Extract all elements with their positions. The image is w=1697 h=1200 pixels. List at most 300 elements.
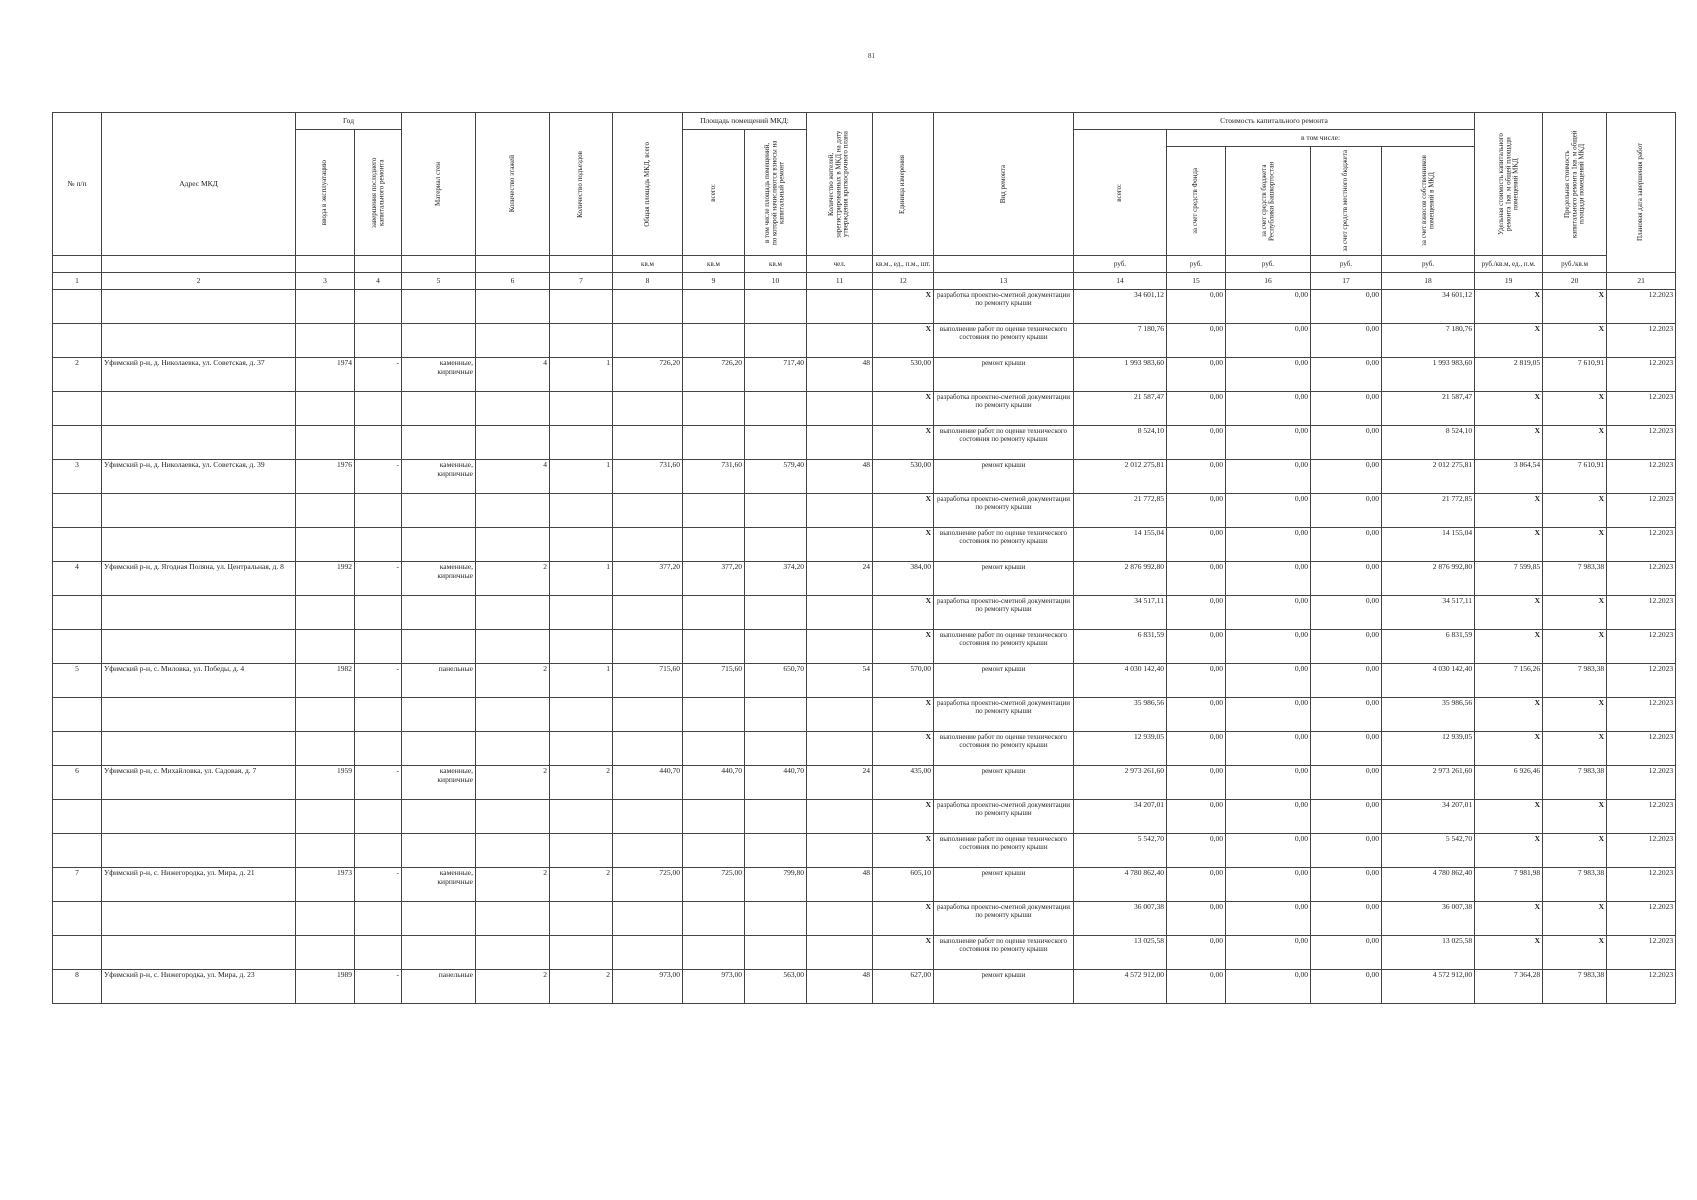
cell-floors: 4	[476, 460, 550, 494]
cell-year2: -	[355, 358, 402, 392]
cell-owners: 36 007,38	[1382, 902, 1475, 936]
cell-unit: X	[873, 392, 934, 426]
cell-spec: X	[1475, 732, 1543, 766]
cell-date: 12.2023	[1607, 970, 1676, 1004]
cell-fund: 0,00	[1167, 324, 1226, 358]
cell-rb: 0,00	[1226, 902, 1311, 936]
cell-entrances	[550, 324, 613, 358]
cell-total: 4 030 142,40	[1074, 664, 1167, 698]
cell-local: 0,00	[1311, 494, 1382, 528]
cell-max: X	[1543, 596, 1607, 630]
cell-num	[53, 426, 102, 460]
cell-work: разработка проектно-сметной документации по ремонту крыши	[934, 596, 1074, 630]
page-number: 81	[868, 52, 875, 60]
cell-owners: 35 986,56	[1382, 698, 1475, 732]
header-premises-residents: в том числе площадь помещений, по которой начисляются взносы на капитальный ремонт	[745, 130, 807, 256]
cell-spec: X	[1475, 528, 1543, 562]
cell-material	[402, 902, 476, 936]
column-number: 18	[1382, 273, 1475, 290]
cell-area	[613, 698, 683, 732]
cell-owners: 34 517,11	[1382, 596, 1475, 630]
column-number: 3	[296, 273, 355, 290]
cell-owners: 7 180,76	[1382, 324, 1475, 358]
cell-owners: 2 876 992,80	[1382, 562, 1475, 596]
cell-max: 7 983,38	[1543, 868, 1607, 902]
cell-fund: 0,00	[1167, 562, 1226, 596]
cell-total: 13 025,58	[1074, 936, 1167, 970]
header-total-area: Общая площадь МКД, всего	[613, 113, 683, 256]
table-row	[53, 902, 1676, 936]
unit-cell: руб.	[1226, 256, 1311, 273]
cell-area10: 799,80	[745, 868, 807, 902]
unit-cell: руб./кв.м, ед., п.м.	[1475, 256, 1543, 273]
cell-date: 12.2023	[1607, 766, 1676, 800]
cell-max: X	[1543, 698, 1607, 732]
cell-owners: 6 831,59	[1382, 630, 1475, 664]
cell-year1	[296, 324, 355, 358]
cell-area	[613, 732, 683, 766]
cell-residents	[807, 902, 873, 936]
cell-year2	[355, 528, 402, 562]
cell-date: 12.2023	[1607, 494, 1676, 528]
cell-material	[402, 426, 476, 460]
column-number: 10	[745, 273, 807, 290]
cell-area10: 650,70	[745, 664, 807, 698]
cell-entrances	[550, 936, 613, 970]
cell-unit: X	[873, 902, 934, 936]
cell-max: X	[1543, 732, 1607, 766]
cell-date: 12.2023	[1607, 324, 1676, 358]
column-number: 9	[683, 273, 745, 290]
cell-year1: 1959	[296, 766, 355, 800]
cell-local: 0,00	[1311, 392, 1382, 426]
cell-max: X	[1543, 290, 1607, 324]
cell-area9: 440,70	[683, 766, 745, 800]
cell-area: 440,70	[613, 766, 683, 800]
table-row	[53, 596, 1676, 630]
cell-max: X	[1543, 800, 1607, 834]
cell-address: Уфимский р-н, с. Нижегородка, ул. Мира, д. 21	[102, 868, 296, 902]
cell-local: 0,00	[1311, 290, 1382, 324]
cell-total: 12 939,05	[1074, 732, 1167, 766]
cell-date: 12.2023	[1607, 868, 1676, 902]
cell-material	[402, 800, 476, 834]
cell-area	[613, 528, 683, 562]
cell-spec: X	[1475, 800, 1543, 834]
cell-year1: 1976	[296, 460, 355, 494]
cell-rb: 0,00	[1226, 596, 1311, 630]
cell-max: X	[1543, 902, 1607, 936]
cell-material: каменные, кирпичные	[402, 766, 476, 800]
unit-cell: руб.	[1311, 256, 1382, 273]
cell-work: ремонт крыши	[934, 970, 1074, 1004]
header-cost-total: всего:	[1074, 130, 1167, 256]
cell-rb: 0,00	[1226, 426, 1311, 460]
cell-fund: 0,00	[1167, 800, 1226, 834]
cell-residents	[807, 392, 873, 426]
cell-area10	[745, 902, 807, 936]
cell-area: 715,60	[613, 664, 683, 698]
cell-owners: 2 973 261,60	[1382, 766, 1475, 800]
table-row	[53, 936, 1676, 970]
cell-unit: 435,00	[873, 766, 934, 800]
cell-floors	[476, 698, 550, 732]
cell-material	[402, 392, 476, 426]
cell-area9	[683, 426, 745, 460]
cell-rb: 0,00	[1226, 562, 1311, 596]
cell-spec: X	[1475, 494, 1543, 528]
header-year-group: Год	[296, 113, 402, 130]
cell-address	[102, 426, 296, 460]
cell-fund: 0,00	[1167, 698, 1226, 732]
cell-total: 36 007,38	[1074, 902, 1167, 936]
cell-year2: -	[355, 970, 402, 1004]
header-planned-date: Плановая дата завершения работ	[1607, 113, 1676, 273]
cell-total: 34 601,12	[1074, 290, 1167, 324]
cell-unit: X	[873, 596, 934, 630]
cell-unit: X	[873, 630, 934, 664]
cell-unit: X	[873, 698, 934, 732]
cell-entrances	[550, 392, 613, 426]
cell-spec: X	[1475, 392, 1543, 426]
table-row	[53, 562, 1676, 596]
header-entrances: Количество подъездов	[550, 113, 613, 256]
cell-residents: 48	[807, 868, 873, 902]
cell-rb: 0,00	[1226, 936, 1311, 970]
cell-area9: 377,20	[683, 562, 745, 596]
cell-total: 34 517,11	[1074, 596, 1167, 630]
cell-total: 5 542,70	[1074, 834, 1167, 868]
cell-unit: 570,00	[873, 664, 934, 698]
cell-local: 0,00	[1311, 936, 1382, 970]
cell-total: 2 012 275,81	[1074, 460, 1167, 494]
cell-num	[53, 698, 102, 732]
cell-date: 12.2023	[1607, 936, 1676, 970]
cell-unit: X	[873, 494, 934, 528]
cell-max: X	[1543, 324, 1607, 358]
cell-max: 7 983,38	[1543, 664, 1607, 698]
cell-entrances	[550, 596, 613, 630]
table-row	[53, 970, 1676, 1004]
cell-year1	[296, 596, 355, 630]
cell-num: 8	[53, 970, 102, 1004]
cell-area9	[683, 630, 745, 664]
cell-spec: 3 864,54	[1475, 460, 1543, 494]
cell-floors: 2	[476, 562, 550, 596]
cell-owners: 1 993 983,60	[1382, 358, 1475, 392]
cell-rb: 0,00	[1226, 664, 1311, 698]
cell-area	[613, 902, 683, 936]
cell-rb: 0,00	[1226, 528, 1311, 562]
header-premises-area-group: Площадь помещений МКД:	[683, 113, 807, 130]
cell-total: 21 772,85	[1074, 494, 1167, 528]
column-number: 4	[355, 273, 402, 290]
cell-num	[53, 324, 102, 358]
cell-rb: 0,00	[1226, 732, 1311, 766]
cell-local: 0,00	[1311, 664, 1382, 698]
cell-year2: -	[355, 562, 402, 596]
cell-residents	[807, 834, 873, 868]
cell-rb: 0,00	[1226, 698, 1311, 732]
cell-area9: 725,00	[683, 868, 745, 902]
cell-residents	[807, 528, 873, 562]
cell-work: ремонт крыши	[934, 460, 1074, 494]
cell-date: 12.2023	[1607, 834, 1676, 868]
column-number-row	[53, 273, 1676, 290]
cell-floors	[476, 732, 550, 766]
cell-area	[613, 596, 683, 630]
cell-year2	[355, 630, 402, 664]
cell-work: выполнение работ по оценке технического состояния по ремонту крыши	[934, 528, 1074, 562]
cell-rb: 0,00	[1226, 868, 1311, 902]
cell-spec: 7 364,28	[1475, 970, 1543, 1004]
cell-work: ремонт крыши	[934, 766, 1074, 800]
unit-cell: кв.м	[613, 256, 683, 273]
cell-area10	[745, 290, 807, 324]
cell-local: 0,00	[1311, 528, 1382, 562]
table-row	[53, 664, 1676, 698]
table-row	[53, 494, 1676, 528]
column-number: 13	[934, 273, 1074, 290]
cell-num	[53, 800, 102, 834]
column-number: 15	[1167, 273, 1226, 290]
cell-entrances	[550, 698, 613, 732]
cell-area	[613, 392, 683, 426]
cell-address	[102, 834, 296, 868]
cell-floors	[476, 936, 550, 970]
cell-fund: 0,00	[1167, 766, 1226, 800]
cell-year1	[296, 936, 355, 970]
cell-spec: X	[1475, 290, 1543, 324]
cell-entrances: 2	[550, 970, 613, 1004]
cell-owners: 12 939,05	[1382, 732, 1475, 766]
cell-entrances	[550, 732, 613, 766]
cell-date: 12.2023	[1607, 392, 1676, 426]
cell-total: 14 155,04	[1074, 528, 1167, 562]
header-cost-fund: за счет средств Фонда	[1167, 147, 1226, 256]
column-number: 7	[550, 273, 613, 290]
cell-material: панельные	[402, 970, 476, 1004]
header-wall-material: Материал стен	[402, 113, 476, 256]
cell-floors: 4	[476, 358, 550, 392]
cell-area10	[745, 834, 807, 868]
cell-address: Уфимский р-н, с. Михайловка, ул. Садовая, д. 7	[102, 766, 296, 800]
cell-year1: 1989	[296, 970, 355, 1004]
table-body	[53, 290, 1676, 1004]
cell-entrances	[550, 426, 613, 460]
cell-max: 7 610,91	[1543, 460, 1607, 494]
cell-entrances	[550, 494, 613, 528]
cell-entrances	[550, 630, 613, 664]
cell-material: каменные, кирпичные	[402, 868, 476, 902]
cell-date: 12.2023	[1607, 902, 1676, 936]
cell-year2	[355, 392, 402, 426]
cell-year1: 1982	[296, 664, 355, 698]
cell-material: каменные, кирпичные	[402, 358, 476, 392]
cell-num	[53, 392, 102, 426]
column-number: 17	[1311, 273, 1382, 290]
cell-residents: 48	[807, 970, 873, 1004]
column-number: 21	[1607, 273, 1676, 290]
cell-max: 7 983,38	[1543, 766, 1607, 800]
unit-cell: руб.	[1382, 256, 1475, 273]
unit-cell: чел.	[807, 256, 873, 273]
cell-total: 34 207,01	[1074, 800, 1167, 834]
cell-entrances: 1	[550, 562, 613, 596]
cell-work: выполнение работ по оценке технического состояния по ремонту крыши	[934, 324, 1074, 358]
cell-unit: 384,00	[873, 562, 934, 596]
cell-total: 4 780 862,40	[1074, 868, 1167, 902]
cell-year2	[355, 936, 402, 970]
cell-area10	[745, 630, 807, 664]
cell-material	[402, 936, 476, 970]
header-cost-local: за счет средств местного бюджета	[1311, 147, 1382, 256]
cell-max: X	[1543, 494, 1607, 528]
cell-spec: 2 819,05	[1475, 358, 1543, 392]
cell-material	[402, 732, 476, 766]
cell-total: 1 993 983,60	[1074, 358, 1167, 392]
cell-max: X	[1543, 630, 1607, 664]
cell-entrances: 1	[550, 358, 613, 392]
unit-cell: кв.м	[683, 256, 745, 273]
cell-date: 12.2023	[1607, 800, 1676, 834]
cell-unit: X	[873, 936, 934, 970]
cell-residents	[807, 596, 873, 630]
cell-unit: X	[873, 324, 934, 358]
table-row	[53, 766, 1676, 800]
cell-floors	[476, 834, 550, 868]
cell-area	[613, 426, 683, 460]
cell-num	[53, 290, 102, 324]
cell-entrances	[550, 902, 613, 936]
cell-max: 7 983,38	[1543, 562, 1607, 596]
cell-residents: 48	[807, 460, 873, 494]
cell-floors: 2	[476, 868, 550, 902]
cell-floors: 2	[476, 766, 550, 800]
cell-residents	[807, 290, 873, 324]
cell-total: 6 831,59	[1074, 630, 1167, 664]
cell-rb: 0,00	[1226, 460, 1311, 494]
column-number: 2	[102, 273, 296, 290]
cell-entrances: 1	[550, 460, 613, 494]
cell-local: 0,00	[1311, 630, 1382, 664]
cell-num: 3	[53, 460, 102, 494]
cell-address	[102, 290, 296, 324]
cell-address	[102, 800, 296, 834]
cell-residents: 24	[807, 562, 873, 596]
cell-material	[402, 494, 476, 528]
cell-address	[102, 392, 296, 426]
cell-local: 0,00	[1311, 970, 1382, 1004]
unit-cell: руб.	[1167, 256, 1226, 273]
cell-entrances	[550, 528, 613, 562]
cell-year1	[296, 630, 355, 664]
cell-date: 12.2023	[1607, 528, 1676, 562]
cell-area	[613, 324, 683, 358]
cell-num: 2	[53, 358, 102, 392]
cell-total: 2 876 992,80	[1074, 562, 1167, 596]
cell-local: 0,00	[1311, 902, 1382, 936]
cell-address	[102, 936, 296, 970]
cell-local: 0,00	[1311, 324, 1382, 358]
cell-rb: 0,00	[1226, 766, 1311, 800]
cell-fund: 0,00	[1167, 290, 1226, 324]
cell-year2: -	[355, 766, 402, 800]
header-cost-owners: за счет взносов собственников помещений в МКД	[1382, 147, 1475, 256]
cell-unit: X	[873, 834, 934, 868]
cell-local: 0,00	[1311, 358, 1382, 392]
cell-unit: X	[873, 528, 934, 562]
cell-area9	[683, 494, 745, 528]
table-row	[53, 324, 1676, 358]
cell-material	[402, 834, 476, 868]
header-premises-total: всего:	[683, 130, 745, 256]
cell-area9: 731,60	[683, 460, 745, 494]
cell-area10: 717,40	[745, 358, 807, 392]
cell-address	[102, 732, 296, 766]
cell-work: ремонт крыши	[934, 868, 1074, 902]
cell-material	[402, 324, 476, 358]
cell-rb: 0,00	[1226, 970, 1311, 1004]
cell-year1	[296, 494, 355, 528]
cell-area10	[745, 426, 807, 460]
cell-date: 12.2023	[1607, 426, 1676, 460]
cell-floors	[476, 324, 550, 358]
cell-local: 0,00	[1311, 562, 1382, 596]
cell-local: 0,00	[1311, 698, 1382, 732]
cell-work: выполнение работ по оценке технического состояния по ремонту крыши	[934, 936, 1074, 970]
column-number: 5	[402, 273, 476, 290]
table-row	[53, 426, 1676, 460]
cell-work: разработка проектно-сметной документации по ремонту крыши	[934, 290, 1074, 324]
cell-unit: 530,00	[873, 358, 934, 392]
cell-fund: 0,00	[1167, 596, 1226, 630]
cell-work: ремонт крыши	[934, 664, 1074, 698]
cell-num: 6	[53, 766, 102, 800]
cell-area9	[683, 902, 745, 936]
cell-owners: 34 207,01	[1382, 800, 1475, 834]
column-number: 6	[476, 273, 550, 290]
cell-material	[402, 698, 476, 732]
cell-num	[53, 494, 102, 528]
cell-material	[402, 596, 476, 630]
unit-cell: руб.	[1074, 256, 1167, 273]
cell-date: 12.2023	[1607, 664, 1676, 698]
cell-year1: 1974	[296, 358, 355, 392]
cell-area10	[745, 528, 807, 562]
cell-owners: 4 030 142,40	[1382, 664, 1475, 698]
cell-area9	[683, 698, 745, 732]
cell-num: 5	[53, 664, 102, 698]
header-year-commission: ввода в эксплуатацию	[296, 130, 355, 256]
cell-work: выполнение работ по оценке технического состояния по ремонту крыши	[934, 732, 1074, 766]
cell-year2: -	[355, 664, 402, 698]
cell-fund: 0,00	[1167, 902, 1226, 936]
cell-year1	[296, 426, 355, 460]
cell-year2	[355, 800, 402, 834]
column-number: 11	[807, 273, 873, 290]
table-row	[53, 528, 1676, 562]
cell-material	[402, 528, 476, 562]
column-number: 8	[613, 273, 683, 290]
cell-owners: 21 587,47	[1382, 392, 1475, 426]
cell-residents	[807, 732, 873, 766]
cell-date: 12.2023	[1607, 290, 1676, 324]
cell-num	[53, 732, 102, 766]
cell-max: 7 610,91	[1543, 358, 1607, 392]
cell-date: 12.2023	[1607, 732, 1676, 766]
cell-area10	[745, 494, 807, 528]
